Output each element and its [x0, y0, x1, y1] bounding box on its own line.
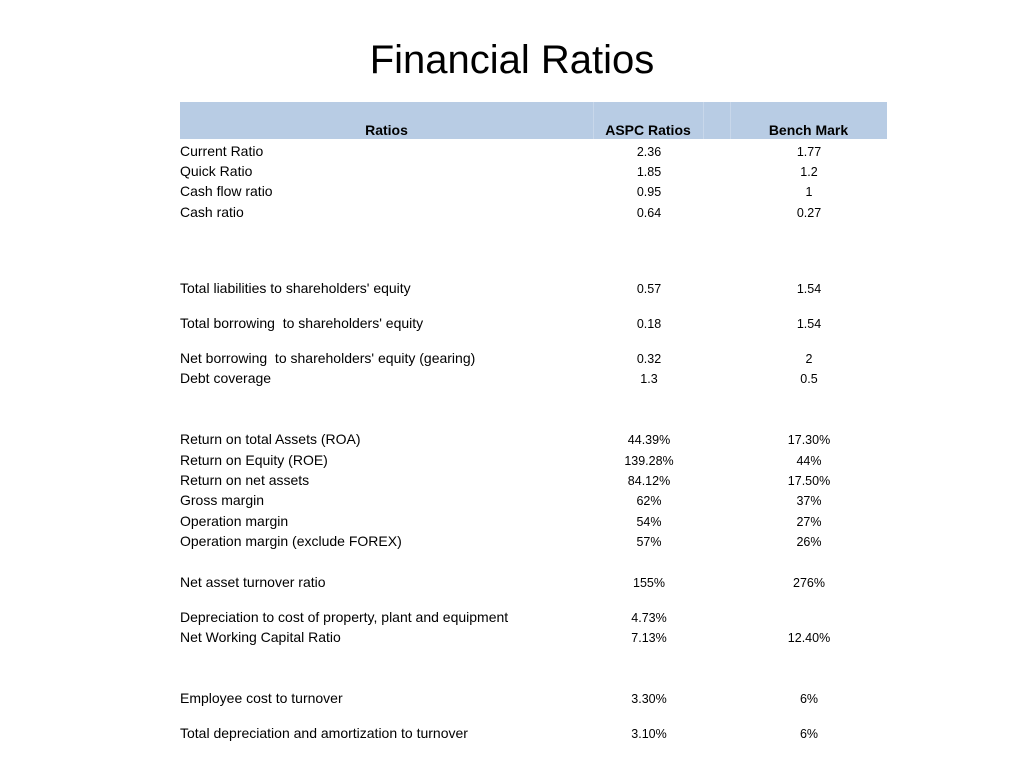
ratio-label: Net asset turnover ratio: [180, 574, 326, 590]
aspc-value: 44.39%: [627, 433, 671, 447]
table-row: [0, 368, 1024, 388]
ratio-label: Return on net assets: [180, 472, 310, 488]
table-row: [0, 531, 1024, 551]
aspc-value: 84.12%: [627, 474, 671, 488]
benchmark-value: 1: [805, 185, 813, 199]
ratio-label: Gross margin: [180, 492, 265, 508]
table-row: [0, 688, 1024, 708]
benchmark-value: 37%: [796, 494, 822, 508]
table-row: [0, 511, 1024, 531]
benchmark-value: 1.77: [796, 145, 822, 159]
table-row: [0, 429, 1024, 449]
ratio-label: Cash ratio: [180, 204, 244, 220]
benchmark-value: [749, 608, 869, 628]
aspc-value: 2.36: [636, 145, 662, 159]
table-row: [0, 161, 1024, 181]
benchmark-value: 0.27: [796, 206, 822, 220]
header-divider: [703, 102, 704, 139]
benchmark-value: 12.40%: [787, 631, 831, 645]
ratio-label: Operation margin: [180, 513, 289, 529]
table-row: [0, 490, 1024, 510]
table-row: [0, 723, 1024, 743]
ratio-label: Return on total Assets (ROA): [180, 431, 361, 447]
ratio-label: Employee cost to turnover: [180, 690, 343, 706]
aspc-value: 57%: [636, 535, 662, 549]
aspc-value: 3.10%: [631, 727, 667, 741]
benchmark-value: 26%: [796, 535, 822, 549]
slide-title: Financial Ratios: [369, 38, 655, 82]
aspc-value: 62%: [636, 494, 662, 508]
ratio-label: Total depreciation and amortization to turnover: [180, 725, 468, 741]
table-row: [0, 181, 1024, 201]
aspc-value: 0.64: [636, 206, 662, 220]
ratio-label: Cash flow ratio: [180, 183, 273, 199]
ratio-label: Debt coverage: [180, 370, 272, 386]
benchmark-value: 1.2: [800, 165, 818, 179]
benchmark-value: 1.54: [796, 282, 822, 296]
benchmark-value: 6%: [799, 692, 819, 706]
aspc-value: 139.28%: [624, 454, 674, 468]
ratio-label: Net borrowing to shareholders' equity (gearing): [180, 350, 476, 366]
benchmark-value: 2: [805, 352, 813, 366]
ratio-label: Net Working Capital Ratio: [180, 629, 341, 645]
header-bench-mark: Bench Mark: [768, 122, 849, 138]
ratio-label: Total borrowing to shareholders' equity: [180, 315, 424, 331]
ratio-label: Current Ratio: [180, 143, 264, 159]
benchmark-value: 6%: [799, 727, 819, 741]
benchmark-value: 17.30%: [787, 433, 831, 447]
benchmark-value: 0.5: [800, 372, 818, 386]
aspc-value: 3.30%: [631, 692, 667, 706]
table-header: [180, 102, 887, 139]
table-row: [0, 202, 1024, 222]
header-aspc-ratios: ASPC Ratios: [605, 122, 691, 138]
ratio-label: Total liabilities to shareholders' equity: [180, 280, 411, 296]
benchmark-value: 27%: [796, 515, 822, 529]
ratio-label: Operation margin (exclude FOREX): [180, 533, 402, 549]
table-row: [0, 572, 1024, 592]
aspc-value: 1.3: [640, 372, 658, 386]
ratio-label: Depreciation to cost of property, plant and equipment: [180, 609, 509, 625]
benchmark-value: 17.50%: [787, 474, 831, 488]
aspc-value: 54%: [636, 515, 662, 529]
aspc-value: 1.85: [636, 165, 662, 179]
table-row: [0, 607, 1024, 627]
table-row: [0, 278, 1024, 298]
aspc-value: 0.32: [636, 352, 662, 366]
aspc-value: 0.95: [636, 185, 662, 199]
aspc-value: 0.18: [636, 317, 662, 331]
benchmark-value: 1.54: [796, 317, 822, 331]
table-row: [0, 627, 1024, 647]
table-row: [0, 141, 1024, 161]
ratio-label: Return on Equity (ROE): [180, 452, 328, 468]
aspc-value: 7.13%: [631, 631, 667, 645]
header-ratios: Ratios: [365, 122, 408, 138]
table-row: [0, 348, 1024, 368]
ratio-label: Quick Ratio: [180, 163, 253, 179]
aspc-value: 155%: [633, 576, 665, 590]
aspc-value: 0.57: [636, 282, 662, 296]
benchmark-value: 44%: [796, 454, 822, 468]
table-row: [0, 450, 1024, 470]
table-row: [0, 313, 1024, 333]
benchmark-value: 276%: [793, 576, 825, 590]
table-row: [0, 470, 1024, 490]
aspc-value: 4.73%: [631, 611, 667, 625]
